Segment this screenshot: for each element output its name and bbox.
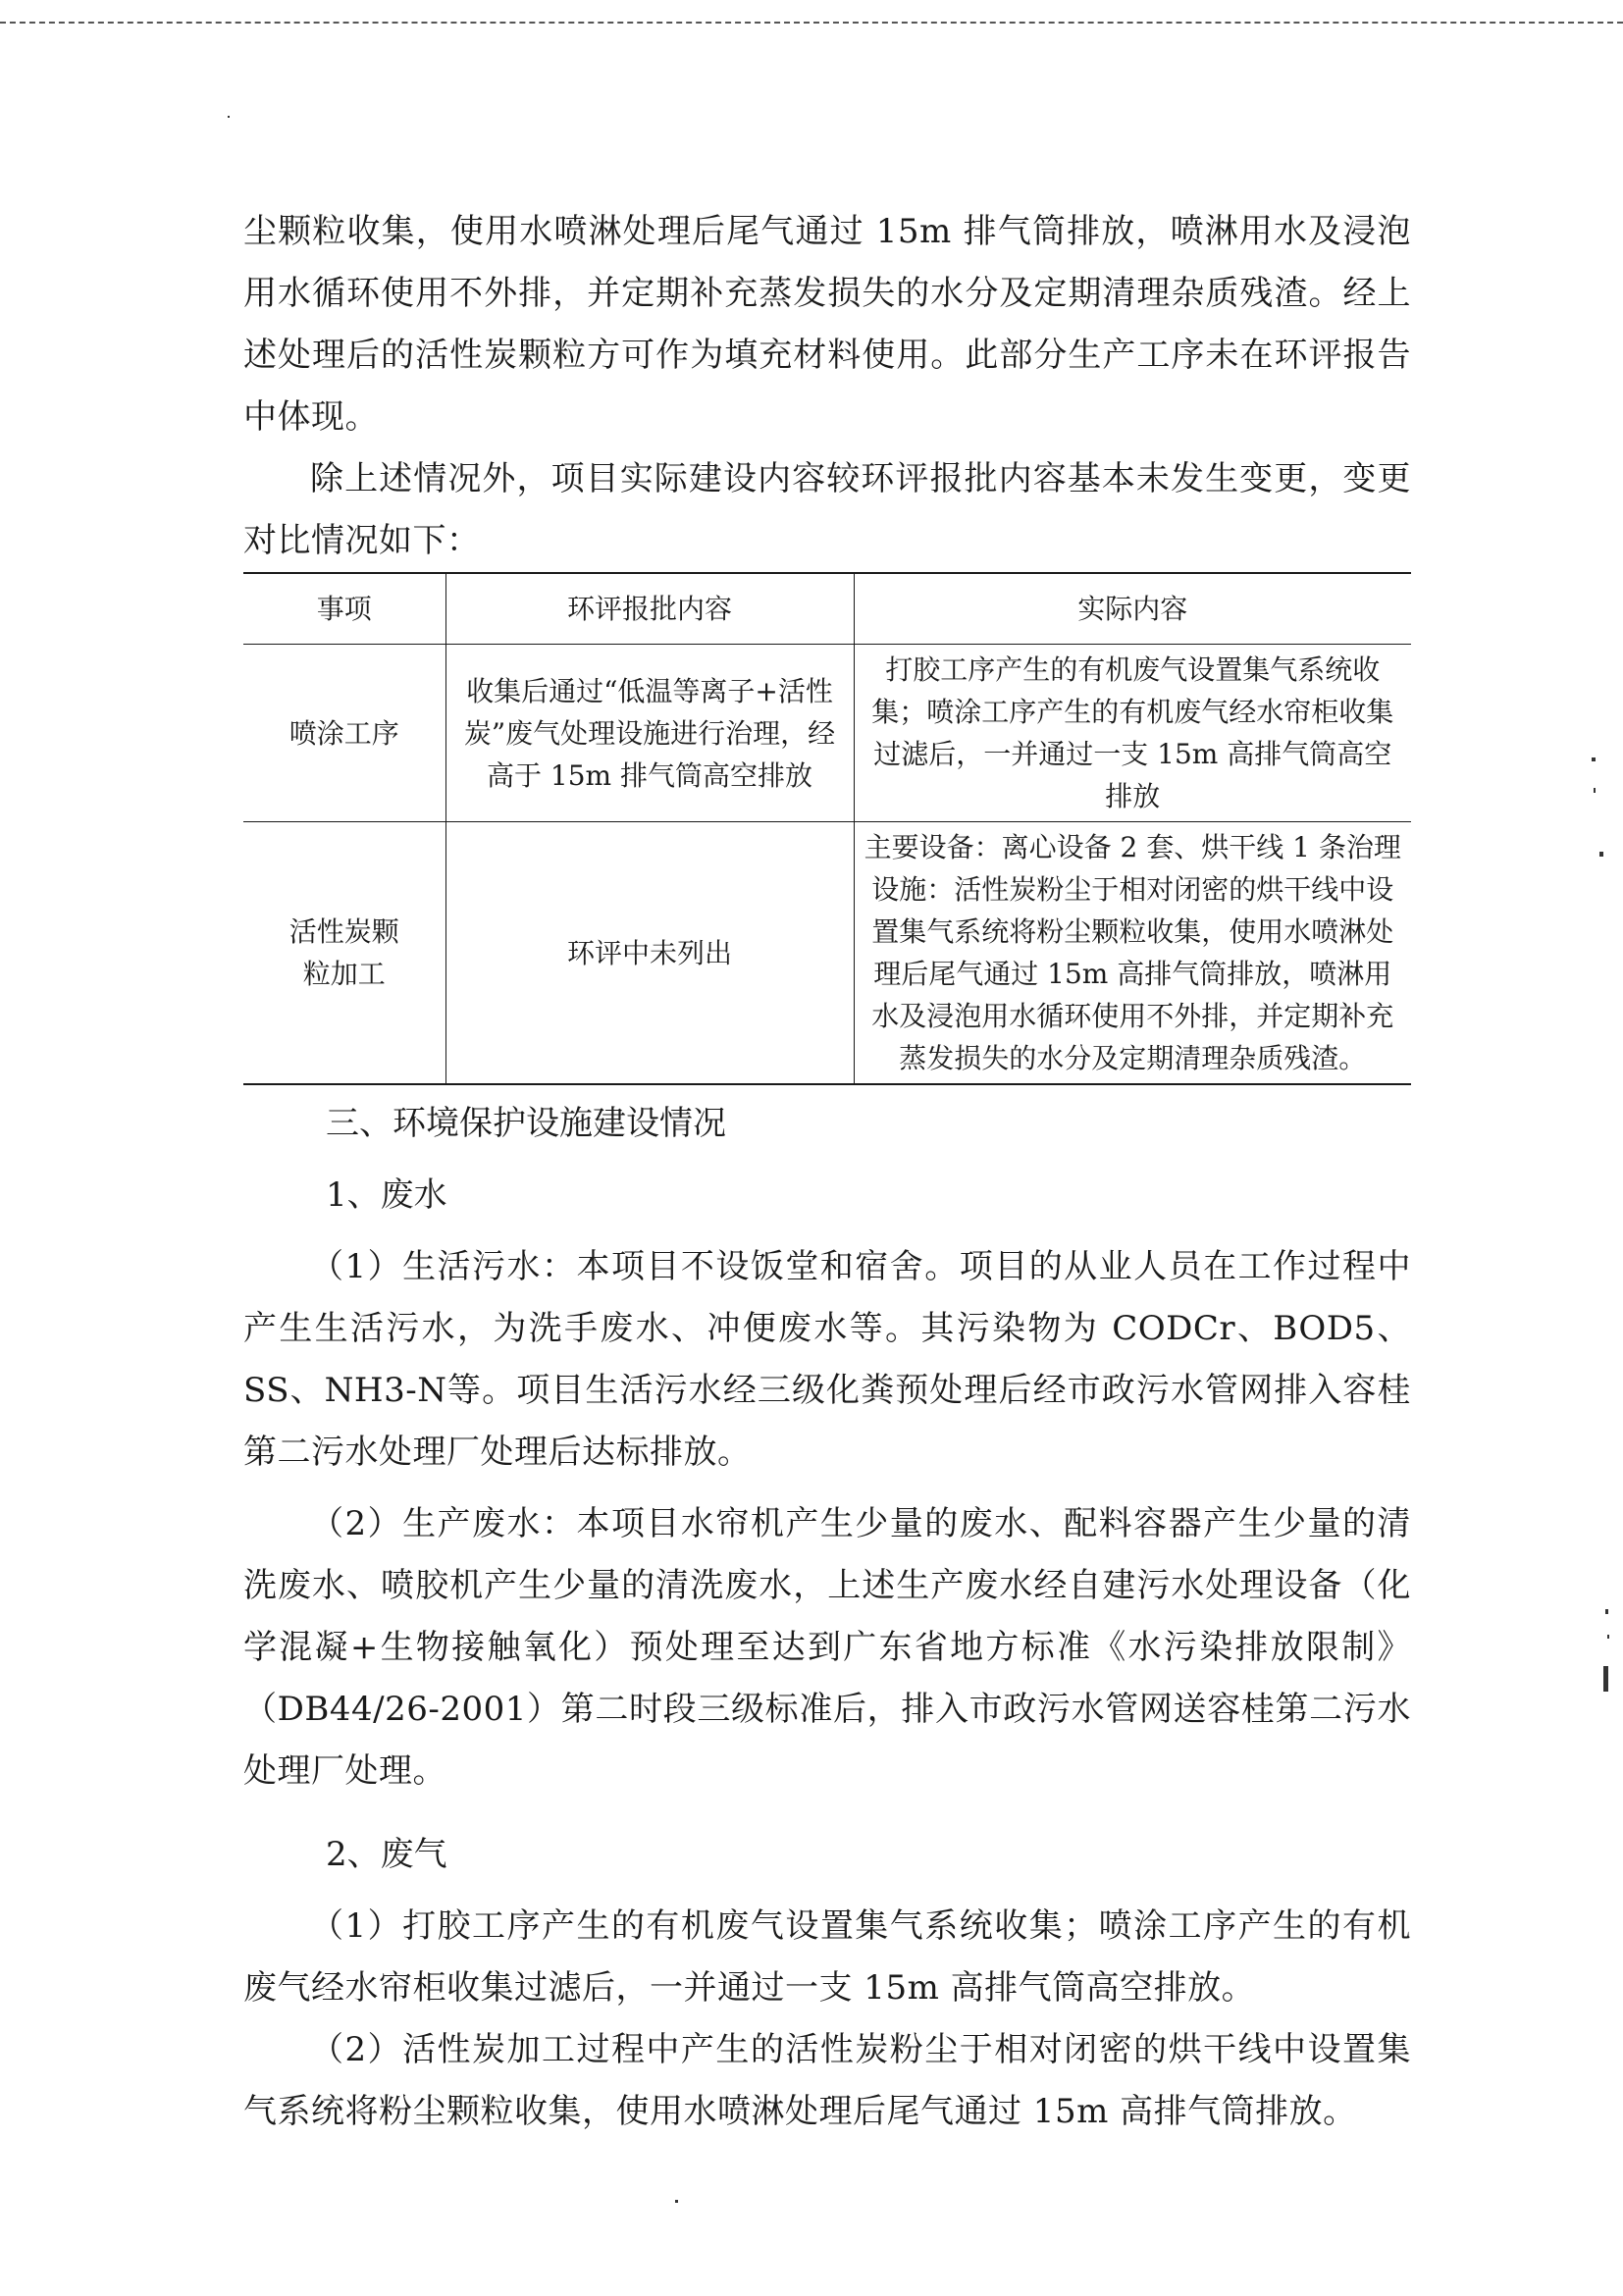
waste-gas-paragraph-2: （2）活性炭加工过程中产生的活性炭粉尘于相对闭密的烘干线中设置集气系统将粉尘颗粒收集，使用水喷淋处理后尾气通过 15m 高排气筒排放。 [243,2030,1411,2131]
intro-paragraph-2: 除上述情况外，项目实际建设内容较环评报批内容基本未发生变更，变更对比情况如下： [243,459,1411,560]
table-row [243,822,1411,1085]
scan-speck [675,2200,678,2203]
table-row [243,645,1411,822]
row-actual: 主要设备：离心设备 2 套、烘干线 1 条治理设施：活性炭粉尘于相对闭密的烘干线中设置集气系统将粉尘颗粒收集，使用水喷淋处理后尾气通过 15m 高排气筒排放，喷淋用水及浸泡用水循环使用不外排，并定期补充蒸发损失的水分及定期清理杂质残渣。 [854,822,1411,1085]
table-header-row [243,573,1411,645]
scan-speck [1603,1666,1608,1692]
scan-speck [1592,757,1596,761]
wastewater-paragraph-1: （1）生活污水：本项目不设饭堂和宿舍。项目的从业人员在工作过程中产生生活污水，为洗手废水、冲便废水等。其污染物为 CODCr、BOD5、SS、NH3-N等。项目生活污水经三级化粪预处理后经市政污水管网排入容桂第二污水处理厂处理后达标排放。 [243,1247,1411,1472]
row-item: 活性炭颗粒加工 [243,822,445,1085]
scan-speck [1605,1609,1608,1614]
section-title: 三、环境保护设施建设情况 [326,1104,726,1143]
scan-top-border [0,22,1623,24]
row-approved: 环评中未列出 [445,822,854,1085]
scan-speck [228,116,230,118]
scan-speck [1599,852,1603,857]
row-item: 喷涂工序 [243,645,445,822]
scan-speck [1607,1635,1609,1639]
header-item: 事项 [243,573,445,645]
row-actual: 打胶工序产生的有机废气设置集气系统收集；喷涂工序产生的有机废气经水帘柜收集过滤后，一并通过一支 15m 高排气筒高空排放 [854,645,1411,822]
waste-gas-paragraph-1: （1）打胶工序产生的有机废气设置集气系统收集；喷涂工序产生的有机废气经水帘柜收集过滤后，一并通过一支 15m 高排气筒高空排放。 [243,1906,1411,2008]
scan-speck [1594,788,1596,793]
header-actual: 实际内容 [854,573,1411,645]
document-page [243,201,1411,2143]
header-approved: 环评报批内容 [445,573,854,645]
wastewater-paragraph-2: （2）生产废水：本项目水帘机产生少量的废水、配料容器产生少量的清洗废水、喷胶机产生少量的清洗废水，上述生产废水经自建污水处理设备（化学混凝+生物接触氧化）预处理至达到广东省地方标准《水污染排放限制》（DB44/26-2001）第二时段三级标准后，排入市政污水管网送容桂第二污水处理厂处理。 [243,1504,1411,1791]
waste-gas-heading: 2、废气 [326,1835,447,1874]
intro-paragraph-1: 尘颗粒收集，使用水喷淋处理后尾气通过 15m 排气筒排放，喷淋用水及浸泡用水循环使用不外排，并定期补充蒸发损失的水分及定期清理杂质残渣。经上述处理后的活性炭颗粒方可作为填充材料使用。此部分生产工序未在环评报告中体现。 [243,212,1411,437]
change-comparison-table [243,572,1411,1085]
wastewater-heading: 1、废水 [326,1175,447,1215]
row-approved: 收集后通过“低温等离子+活性炭”废气处理设施进行治理，经高于 15m 排气筒高空排放 [445,645,854,822]
